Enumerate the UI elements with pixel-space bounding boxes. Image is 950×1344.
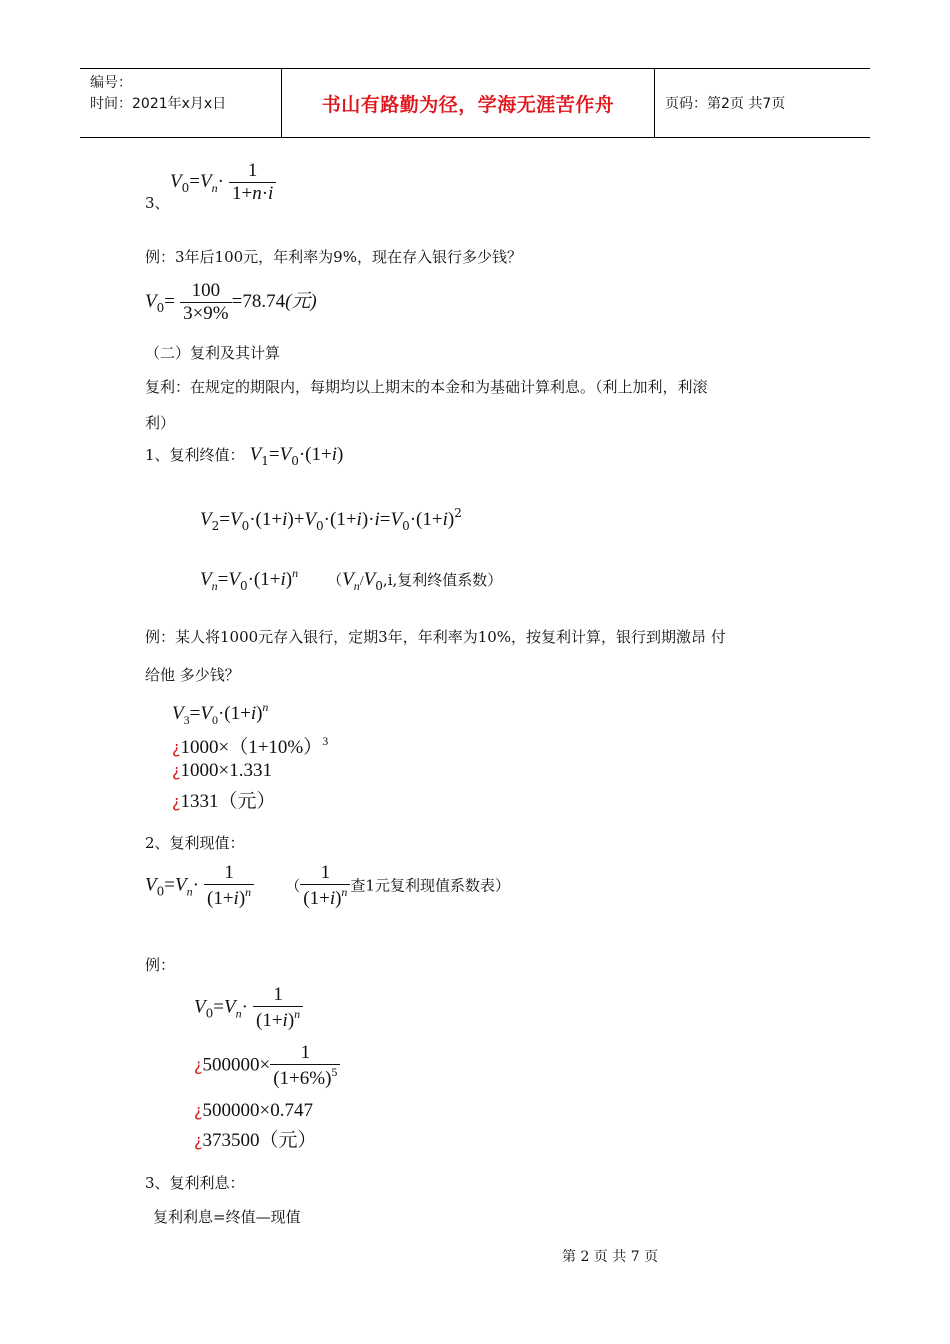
fv-formula-v2: $V_2=V_0\cdot(1+i)+V_0\cdot(1+i)\cdot i=V_0\cdot(1+i)^2$ xyxy=(200,506,462,533)
pv-formula: $V_0=V_n\cdot$ $\frac{1}{(1+i)^n}$ （ $\frac{1}{(1+i)^n}$ 查1元复利现值系数表） xyxy=(145,862,510,909)
example-1-formula: $V_0=$ $\frac{100}{3\times 9\%}$ =78.74(元) xyxy=(145,280,317,324)
pv-coefficient-note: 查1元复利现值系数表） xyxy=(350,876,510,895)
error-glyph: ¿ xyxy=(194,1101,203,1120)
example-3-calc-1: $V_0=V_n\cdot$ $\frac{1}{(1+i)^n}$ xyxy=(194,984,303,1032)
page-footer: 第 2 页 共 7 页 xyxy=(562,1249,659,1265)
fv-formula-vn: $V_n=V_0\cdot(1+i)^n$ （$V_n/V_0,i$,复利终值系数） xyxy=(200,566,503,593)
example-2-calc-4: ¿1331（元） xyxy=(172,791,276,812)
compound-definition-line1: 复利：在规定的期限内，每期均以上期末的本金和为基础计算利息。（利上加利，利滚 xyxy=(145,378,708,396)
example-2-calc-3: ¿1000×1.331 xyxy=(172,760,272,781)
ci-label: 3、复利利息： xyxy=(145,1174,245,1192)
time-label: 时间：2021年x月x日 xyxy=(90,96,227,112)
header-motto: 书山有路勤为径，学海无涯苦作舟 xyxy=(282,69,655,137)
compound-definition-line2: 利） xyxy=(145,414,176,432)
example-2-calc-1: $V_3=V_0\cdot(1+i)^n$ xyxy=(172,700,269,727)
example-3-calc-4: ¿373500（元） xyxy=(194,1130,317,1151)
error-glyph: ¿ xyxy=(172,792,181,811)
example-1-result: =78.74 xyxy=(231,291,286,312)
example-2-calc-2: ¿$1000\times(1+10\%)^3$ xyxy=(172,734,329,758)
pv-label: 2、复利现值： xyxy=(145,834,245,852)
simple-pv-formula: $V_0=V_n\cdot$ $\frac{1}{1+n\cdot i}$ xyxy=(170,160,276,205)
page-header xyxy=(80,68,870,138)
ci-formula: 复利利息=终值—现值 xyxy=(153,1208,301,1226)
error-glyph: ¿ xyxy=(172,761,181,780)
example-3-label: 例： xyxy=(145,956,176,974)
example-2-line1: 例：某人将1000元存入银行，定期3年，年利率为10%，按复利计算，银行到期激昂 付 xyxy=(145,628,726,646)
example-3-calc-3: ¿500000×0.747 xyxy=(194,1100,313,1121)
example-2-line2: 给他 多少钱？ xyxy=(145,666,240,684)
example-1-unit: (元) xyxy=(285,291,317,312)
fv-coefficient-note: ,i,复利终值系数） xyxy=(382,571,503,589)
error-glyph: ¿ xyxy=(194,1131,203,1150)
example-3-calc-2: ¿500000× $\frac{1}{(1+6\%)^5}$ xyxy=(194,1042,340,1090)
example-1-text: 例：3年后100元，年利率为9%，现在存入银行多少钱？ xyxy=(145,248,522,266)
code-label: 编号： xyxy=(90,75,132,91)
error-glyph: ¿ xyxy=(172,738,181,757)
fv-label: 1、复利终值： xyxy=(145,446,245,464)
header-meta xyxy=(80,69,282,137)
fv-heading: 1、复利终值： $V_1=V_0\cdot(1+i)$ xyxy=(145,444,344,468)
section-2-title: （二）复利及其计算 xyxy=(145,344,281,362)
item-3-label: 3、 xyxy=(145,194,170,212)
error-glyph: ¿ xyxy=(194,1055,203,1075)
header-page-info: 页码：第2页 共7页 xyxy=(665,96,786,112)
